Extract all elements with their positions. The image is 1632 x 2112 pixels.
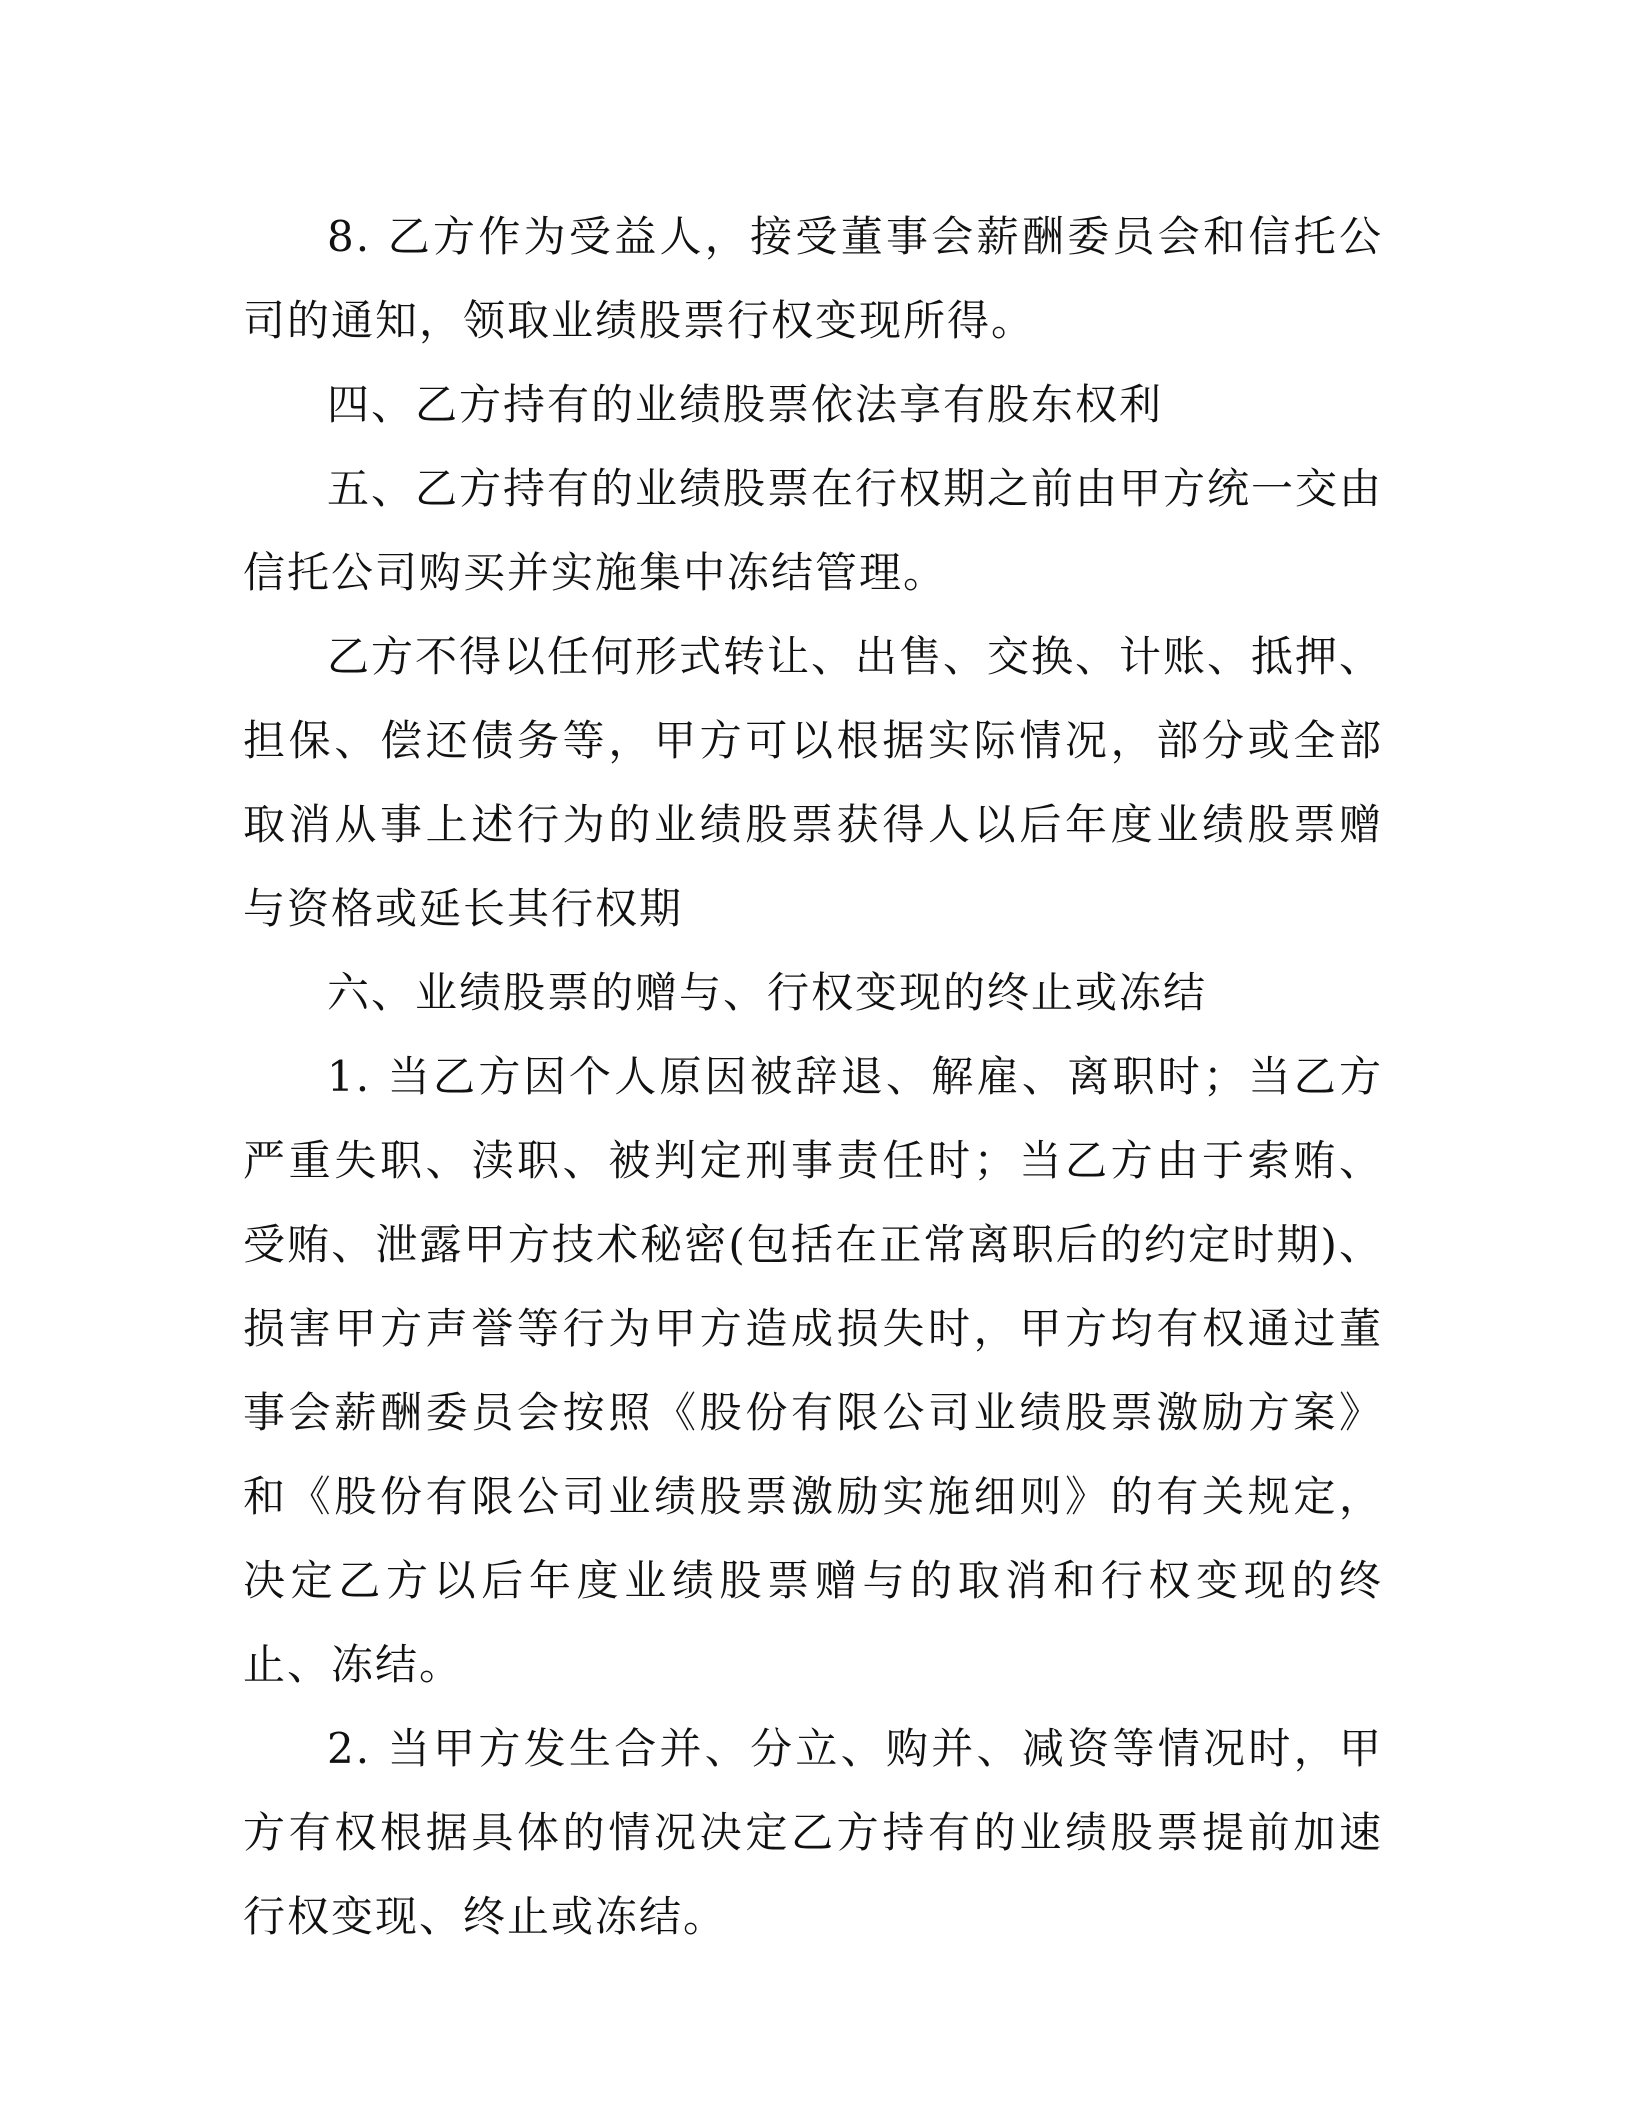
paragraph-section-5-restrictions: 乙方不得以任何形式转让、出售、交换、计账、抵押、担保、偿还债务等，甲方可以根据实际情况，部分或全部取消从事上述行为的业绩股票获得人以后年度业绩股票赠与资格或延长其行权期 [243, 632, 1384, 933]
paragraph-section-6-clause-2: 2. 当甲方发生合并、分立、购并、减资等情况时，甲方有权根据具体的情况决定乙方持有的业绩股票提前加速行权变现、终止或冻结。 [243, 1724, 1383, 1941]
paragraph-clause-8: 8. 乙方作为受益人，接受董事会薪酬委员会和信托公司的通知，领取业绩股票行权变现所得。 [243, 212, 1383, 345]
paragraph-section-5: 五、乙方持有的业绩股票在行权期之前由甲方统一交由信托公司购买并实施集中冻结管理。 [243, 464, 1384, 597]
document-body [243, 195, 1383, 1959]
paragraph-section-4: 四、乙方持有的业绩股票依法享有股东权利 [327, 380, 1164, 429]
paragraph-section-6-clause-1: 1. 当乙方因个人原因被辞退、解雇、离职时；当乙方严重失职、渎职、被判定刑事责任时；当乙方由于索贿、受贿、泄露甲方技术秘密(包括在正常离职后的约定时期)、损害甲方声誉等行为甲方造成损失时，甲方均有权通过董事会薪酬委员会按照《股份有限公司业绩股票激励方案》和《股份有限公司业绩股票激励实施细则》的有关规定，决定乙方以后年度业绩股票赠与的取消和行权变现的终止、冻结。 [243, 1052, 1383, 1689]
paragraph-section-6: 六、业绩股票的赠与、行权变现的终止或冻结 [327, 968, 1208, 1017]
